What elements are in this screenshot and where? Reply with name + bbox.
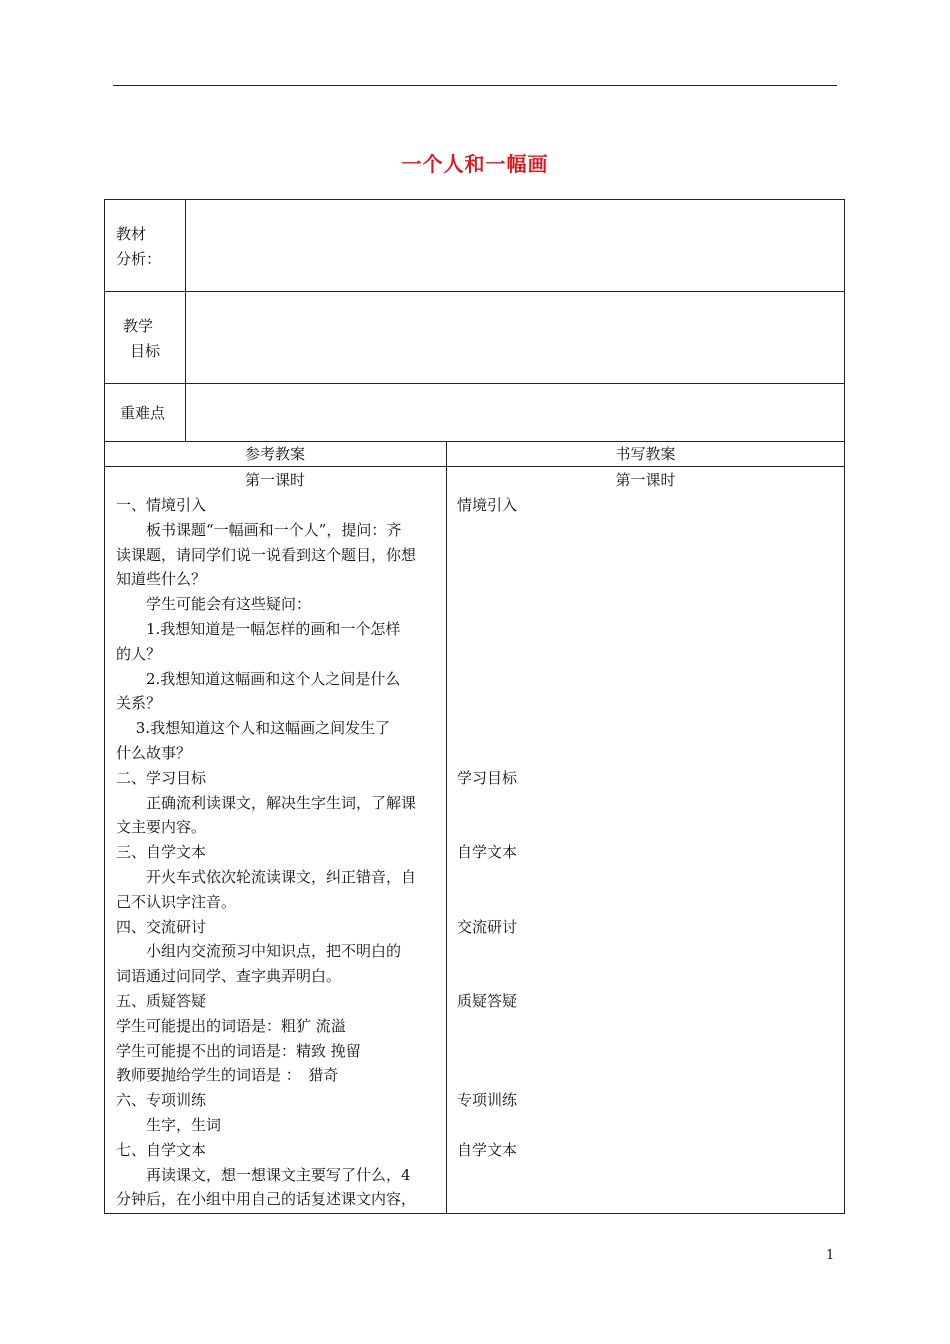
left-line: 四、交流研讨 [116, 918, 207, 936]
goals-label-line2: 目标 [130, 342, 161, 360]
row-divider-2 [104, 383, 845, 384]
left-line: 关系？ [116, 694, 162, 712]
page-number: 1 [826, 1248, 835, 1263]
materials-label-line2: 分析： [116, 250, 162, 268]
left-line: 学生可能提不出的词语是：精致 挽留 [116, 1042, 361, 1060]
right-item: 专项训练 [457, 1091, 518, 1109]
left-line: 2.我想知道这幅画和这个人之间是什么 [116, 670, 401, 688]
left-line: 的人？ [116, 645, 162, 663]
right-item: 自学文本 [457, 843, 518, 861]
left-line: 3.我想知道这个人和这幅画之间发生了 [116, 719, 391, 737]
difficulty-label: 重难点 [120, 404, 166, 422]
left-line: 小组内交流预习中知识点，把不明白的 [116, 942, 402, 960]
left-line: 1.我想知道是一幅怎样的画和一个怎样 [116, 620, 401, 638]
left-line: 正确流利读课文，解决生字生词，了解课 [116, 794, 417, 812]
goals-label-line1: 教学 [123, 317, 154, 335]
left-line: 六、专项训练 [116, 1091, 207, 1109]
right-item: 学习目标 [457, 769, 518, 787]
header-rule [113, 85, 837, 86]
left-line: 五、质疑答疑 [116, 992, 207, 1010]
row-divider-4 [104, 466, 845, 467]
left-line: 教师要抛给学生的词语是 ： 猎奇 [116, 1066, 339, 1084]
right-item: 自学文本 [457, 1141, 518, 1159]
left-line: 再读课文，想一想课文主要写了什么，4 [116, 1166, 411, 1184]
right-session-title: 第一课时 [615, 471, 676, 489]
right-item: 质疑答疑 [457, 992, 518, 1010]
left-line: 生字，生词 [116, 1116, 222, 1134]
column-header-reference: 参考教案 [244, 445, 305, 463]
column-header-writing: 书写教案 [615, 445, 676, 463]
left-line: 学生可能会有这些疑问： [116, 595, 312, 613]
left-line: 分钟后，在小组中用自己的话复述课文内容， [116, 1190, 417, 1208]
left-line: 学生可能提出的词语是：粗犷 流溢 [116, 1017, 346, 1035]
row-divider-1 [104, 291, 845, 292]
left-session-title: 第一课时 [244, 471, 305, 489]
content-column-divider [446, 441, 447, 1214]
left-line: 二、学习目标 [116, 769, 207, 787]
left-line: 三、自学文本 [116, 843, 207, 861]
left-line: 板书课题“一幅画和一个人”，提问：齐 [116, 521, 402, 539]
left-line: 七、自学文本 [116, 1141, 207, 1159]
left-line: 什么故事？ [116, 744, 192, 762]
materials-label-line1: 教材 [116, 225, 147, 243]
left-line: 知道些什么？ [116, 570, 207, 588]
left-line: 开火车式依次轮流读课文，纠正错音，自 [116, 868, 417, 886]
left-line: 读课题，请同学们说一说看到这个题目，你想 [116, 546, 417, 564]
left-line: 文主要内容。 [116, 818, 207, 836]
left-line: 一、情境引入 [116, 496, 207, 514]
right-item: 情境引入 [457, 496, 518, 514]
label-column-divider [185, 199, 186, 441]
right-item: 交流研讨 [457, 918, 518, 936]
document-title: 一个人和一幅画 [401, 152, 549, 176]
left-line: 词语通过问同学、查字典弄明白。 [116, 967, 342, 985]
left-line: 己不认识字注音。 [116, 893, 237, 911]
